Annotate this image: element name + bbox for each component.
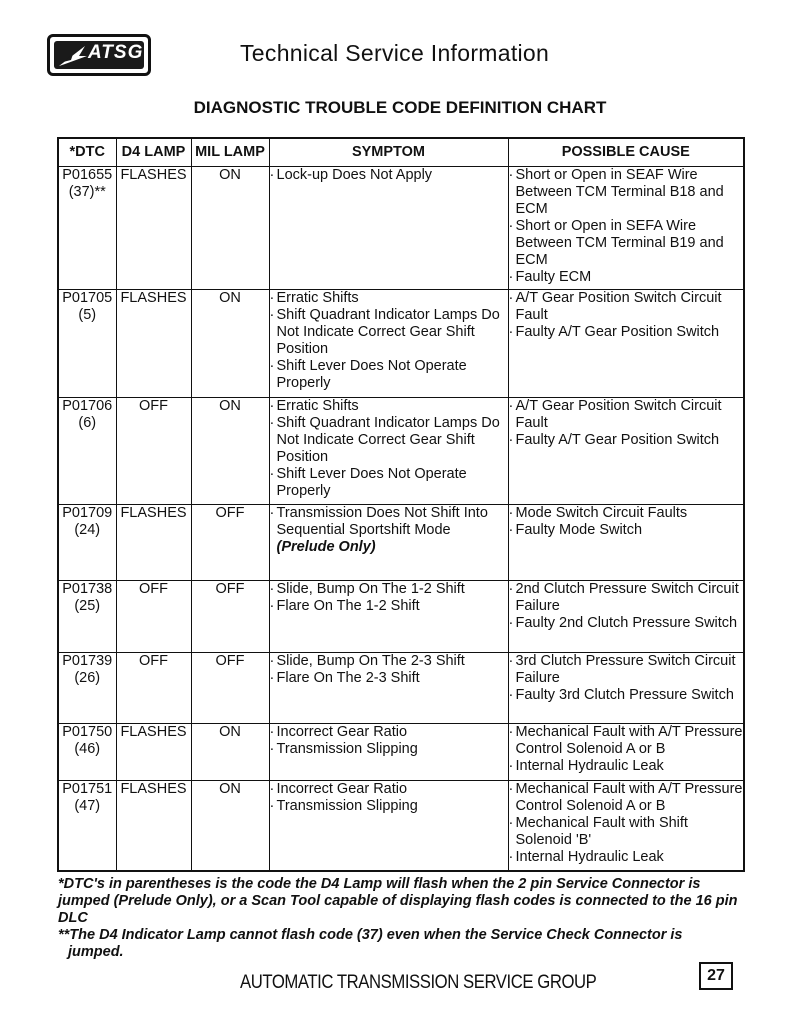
d4-lamp-cell: OFF xyxy=(116,398,191,505)
cause-item: · 3rd Clutch Pressure Switch Circuit Failure xyxy=(509,653,744,687)
chart-title: DIAGNOSTIC TROUBLE CODE DEFINITION CHART xyxy=(193,98,607,117)
cause-cell xyxy=(508,653,744,724)
flash-code: (46) xyxy=(74,741,101,757)
cause-item: · Mechanical Fault with A/T Pressure Control Solenoid A or B xyxy=(509,724,744,758)
d4-lamp-cell: OFF xyxy=(116,581,191,653)
symptom-item: · Erratic Shifts xyxy=(270,290,508,307)
d4-lamp-cell: FLASHES xyxy=(116,505,191,581)
cause-cell xyxy=(508,581,744,653)
cause-item: · Faulty A/T Gear Position Switch xyxy=(509,324,744,341)
d4-lamp-cell: FLASHES xyxy=(116,167,191,290)
symptom-item: · Erratic Shifts xyxy=(270,398,508,415)
table-header-row xyxy=(58,138,744,167)
dtc-table xyxy=(57,137,745,872)
symptom-item: · Slide, Bump On The 2-3 Shift xyxy=(270,653,508,670)
column-header-dtc: *DTC xyxy=(58,138,116,167)
symptom-item: · Incorrect Gear Ratio xyxy=(270,724,508,741)
symptom-item: · Shift Quadrant Indicator Lamps Do Not Indicate Correct Gear Shift Position xyxy=(270,307,508,358)
symptom-item: · Lock-up Does Not Apply xyxy=(270,167,508,184)
page-header-title: Technical Service Information xyxy=(240,40,550,66)
mil-lamp-cell: OFF xyxy=(191,653,269,724)
cause-item: · Internal Hydraulic Leak xyxy=(509,849,744,866)
cause-item: · Mode Switch Circuit Faults xyxy=(509,505,744,522)
symptom-cell xyxy=(269,581,508,653)
dtc-cell xyxy=(58,290,116,398)
page-number: 27 xyxy=(699,962,733,990)
mil-lamp-cell: OFF xyxy=(191,505,269,581)
symptom-item: · Incorrect Gear Ratio xyxy=(270,781,508,798)
symptom-cell xyxy=(269,653,508,724)
table-row xyxy=(58,581,744,653)
symptom-item: · Transmission Slipping xyxy=(270,741,508,758)
symptom-cell xyxy=(269,398,508,505)
cause-cell xyxy=(508,505,744,581)
d4-lamp-cell: FLASHES xyxy=(116,781,191,871)
symptom-item: · Shift Quadrant Indicator Lamps Do Not Indicate Correct Gear Shift Position xyxy=(270,415,508,466)
symptom-cell xyxy=(269,724,508,781)
dtc-code: P01750 xyxy=(62,724,113,740)
table-row xyxy=(58,781,744,871)
mil-lamp-cell: ON xyxy=(191,290,269,398)
dtc-code: P01738 xyxy=(62,581,113,597)
footnote-d4-lamp-line2: jumped. xyxy=(68,944,124,960)
flash-code: (25) xyxy=(74,598,101,614)
cause-item: · Faulty Mode Switch xyxy=(509,522,744,539)
symptom-item: · Shift Lever Does Not Operate Properly xyxy=(270,466,508,500)
column-header-possible-cause: POSSIBLE CAUSE xyxy=(508,138,744,167)
dtc-cell xyxy=(58,724,116,781)
flash-code: (6) xyxy=(78,415,97,431)
symptom-item: · Transmission Does Not Shift Into Sequential Sportshift Mode xyxy=(270,505,508,539)
symptom-item: · Slide, Bump On The 1-2 Shift xyxy=(270,581,508,598)
symptom-cell xyxy=(269,505,508,581)
column-header-d4-lamp: D4 LAMP xyxy=(116,138,191,167)
cause-item: · Faulty ECM xyxy=(509,269,744,286)
dtc-cell xyxy=(58,581,116,653)
dtc-cell xyxy=(58,505,116,581)
cause-cell xyxy=(508,781,744,871)
cause-item: · 2nd Clutch Pressure Switch Circuit Failure xyxy=(509,581,744,615)
table-row xyxy=(58,505,744,581)
footnote-d4-lamp-line1: **The D4 Indicator Lamp cannot flash code (37) even when the Service Check Connector is xyxy=(58,927,683,943)
d4-lamp-cell: FLASHES xyxy=(116,724,191,781)
logo-text: ATSG xyxy=(88,42,144,63)
d4-lamp-cell: OFF xyxy=(116,653,191,724)
dtc-code: P01739 xyxy=(62,653,113,669)
cause-cell xyxy=(508,290,744,398)
cause-cell xyxy=(508,398,744,505)
cause-item: · A/T Gear Position Switch Circuit Fault xyxy=(509,290,744,324)
cause-item: · Faulty 2nd Clutch Pressure Switch xyxy=(509,615,744,632)
dtc-cell xyxy=(58,398,116,505)
dtc-cell xyxy=(58,653,116,724)
flash-code: (47) xyxy=(74,798,101,814)
cause-item: · Faulty 3rd Clutch Pressure Switch xyxy=(509,687,744,704)
column-header-symptom: SYMPTOM xyxy=(269,138,508,167)
symptom-item: · Transmission Slipping xyxy=(270,798,508,815)
table-row xyxy=(58,724,744,781)
cause-item: · Short or Open in SEAF Wire Between TCM Terminal B18 and ECM xyxy=(509,167,744,218)
table-row xyxy=(58,398,744,505)
table-row xyxy=(58,167,744,290)
flash-code: (37)** xyxy=(68,184,106,200)
atsg-logo xyxy=(47,34,151,76)
dtc-code: P01751 xyxy=(62,781,113,797)
cause-item: · Mechanical Fault with Shift Solenoid 'B' xyxy=(509,815,744,849)
cause-item: · Internal Hydraulic Leak xyxy=(509,758,744,775)
footnote-dtc-parentheses: *DTC's in parentheses is the code the D4 Lamp will flash when the 2 pin Service Connector is jumped (Prelude Only), or a Scan Tool capable of displaying flash codes is connected to the 16 pin DLC xyxy=(58,876,738,926)
cause-cell xyxy=(508,167,744,290)
jet-icon xyxy=(57,42,89,70)
dtc-cell xyxy=(58,167,116,290)
d4-lamp-cell: FLASHES xyxy=(116,290,191,398)
cause-item: · Mechanical Fault with A/T Pressure Control Solenoid A or B xyxy=(509,781,744,815)
mil-lamp-cell: ON xyxy=(191,398,269,505)
symptom-note: (Prelude Only) xyxy=(276,539,376,555)
cause-item: · A/T Gear Position Switch Circuit Fault xyxy=(509,398,744,432)
footer-title: AUTOMATIC TRANSMISSION SERVICE GROUP xyxy=(240,972,597,993)
symptom-cell xyxy=(269,290,508,398)
column-header-mil-lamp: MIL LAMP xyxy=(191,138,269,167)
table-row xyxy=(58,653,744,724)
footnote-d4-lamp xyxy=(58,927,748,961)
symptom-item: · Flare On The 1-2 Shift xyxy=(270,598,508,615)
mil-lamp-cell: ON xyxy=(191,781,269,871)
table-row xyxy=(58,290,744,398)
dtc-code: P01655 xyxy=(62,167,113,183)
cause-cell xyxy=(508,724,744,781)
flash-code: (26) xyxy=(74,670,101,686)
symptom-item: · Shift Lever Does Not Operate Properly xyxy=(270,358,508,392)
mil-lamp-cell: ON xyxy=(191,167,269,290)
symptom-cell xyxy=(269,781,508,871)
symptom-item: · Flare On The 2-3 Shift xyxy=(270,670,508,687)
dtc-code: P01706 xyxy=(62,398,113,414)
flash-code: (5) xyxy=(78,307,97,323)
symptom-cell xyxy=(269,167,508,290)
cause-item: · Short or Open in SEFA Wire Between TCM Terminal B19 and ECM xyxy=(509,218,744,269)
dtc-code: P01709 xyxy=(62,505,113,521)
cause-item: · Faulty A/T Gear Position Switch xyxy=(509,432,744,449)
mil-lamp-cell: ON xyxy=(191,724,269,781)
dtc-cell xyxy=(58,781,116,871)
mil-lamp-cell: OFF xyxy=(191,581,269,653)
flash-code: (24) xyxy=(74,522,101,538)
dtc-code: P01705 xyxy=(62,290,113,306)
